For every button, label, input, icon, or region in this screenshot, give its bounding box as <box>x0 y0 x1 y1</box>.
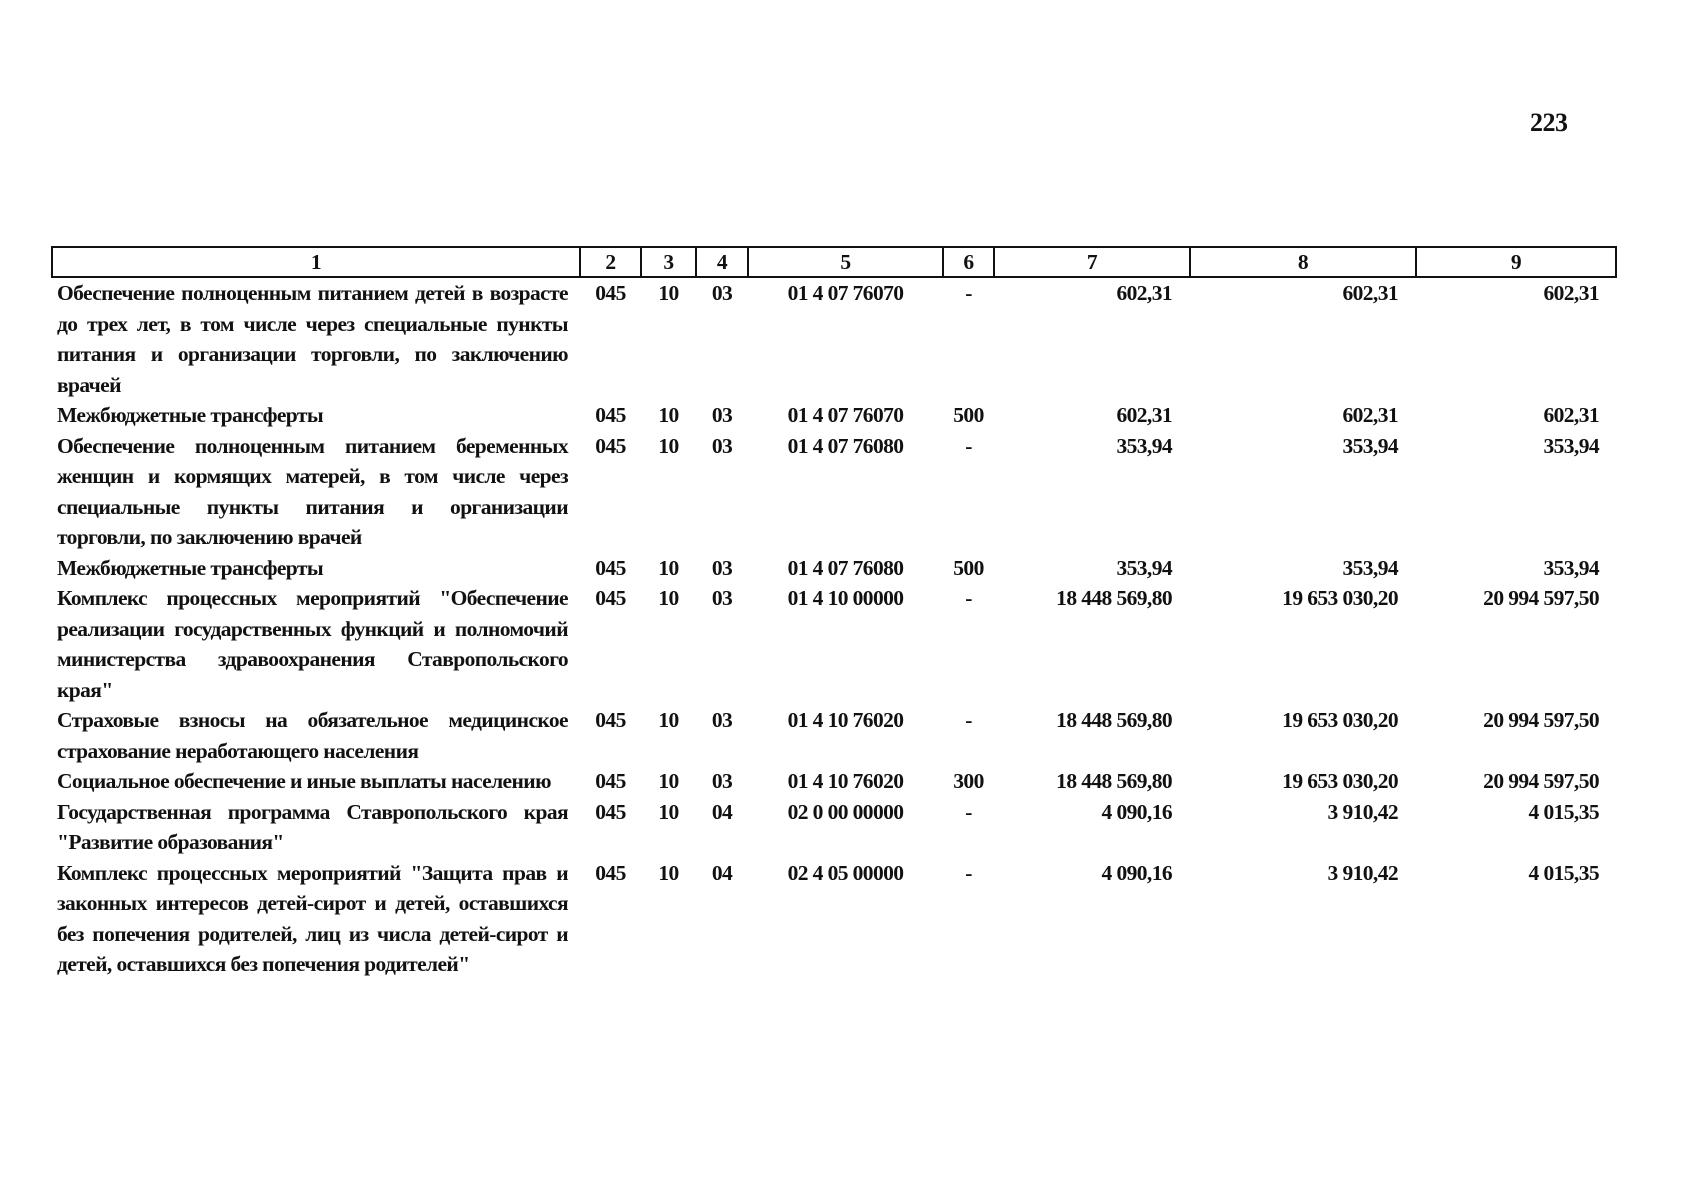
row-code-6: - <box>965 433 972 458</box>
row-code-6: - <box>965 586 972 610</box>
row-code-6: - <box>965 281 972 305</box>
budget-table <box>51 246 1617 980</box>
header-cell: 3 <box>641 247 696 277</box>
row-amount-8: 3 910,42 <box>1327 799 1398 824</box>
row-code-2: 045 <box>595 769 626 793</box>
row-code-2: 045 <box>595 403 626 427</box>
table-row <box>52 858 1616 980</box>
row-code-4: 03 <box>711 433 733 458</box>
row-name: Межбюджетные трансферты <box>57 403 324 427</box>
row-code-4: 04 <box>711 799 733 824</box>
row-code-3: 10 <box>658 769 679 793</box>
table-row <box>52 797 1616 858</box>
row-amount-8: 353,94 <box>1342 433 1398 458</box>
row-code-6: - <box>965 708 972 732</box>
row-amount-7: 4 090,16 <box>1101 799 1172 824</box>
row-name: Комплекс процессных мероприятий "Обеспечение реализации государственных функций и полномочий министерства здравоохранения Ставропольского края" <box>57 586 568 702</box>
row-name: Социальное обеспечение и иные выплаты населению <box>57 769 551 793</box>
table-header-row <box>52 247 1616 277</box>
row-amount-9: 20 994 597,50 <box>1483 708 1599 732</box>
row-amount-8: 353,94 <box>1342 555 1398 580</box>
row-code-2: 045 <box>595 433 626 458</box>
row-code-6: - <box>965 799 972 824</box>
row-code-5: 02 4 05 00000 <box>787 860 904 885</box>
table-row <box>52 277 1616 400</box>
row-code-4: 03 <box>711 769 733 793</box>
row-code-3: 10 <box>658 281 679 305</box>
row-amount-8: 602,31 <box>1342 281 1398 305</box>
header-cell: 8 <box>1190 247 1416 277</box>
row-name: Межбюджетные трансферты <box>57 555 324 580</box>
table-row <box>52 766 1616 797</box>
row-code-3: 10 <box>658 586 679 610</box>
row-code-2: 045 <box>595 799 626 824</box>
row-code-4: 03 <box>711 708 733 732</box>
row-amount-8: 19 653 030,20 <box>1282 708 1398 732</box>
row-amount-7: 18 448 569,80 <box>1056 586 1172 610</box>
row-amount-9: 602,31 <box>1543 403 1599 427</box>
row-amount-9: 4 015,35 <box>1528 860 1599 885</box>
row-code-2: 045 <box>595 555 626 580</box>
row-code-6: 500 <box>953 403 984 427</box>
row-name: Обеспечение полноценным питанием детей в возрасте до трех лет, в том числе через специальные пункты питания и организации торговли, по заключению врачей <box>57 281 568 397</box>
header-cell: 7 <box>994 247 1190 277</box>
row-amount-9: 353,94 <box>1543 555 1599 580</box>
table-row <box>52 400 1616 431</box>
header-cell: 6 <box>943 247 994 277</box>
row-amount-8: 602,31 <box>1342 403 1398 427</box>
row-code-5: 02 0 00 00000 <box>787 799 904 824</box>
header-cell: 1 <box>52 247 580 277</box>
row-name: Комплекс процессных мероприятий "Защита прав и законных интересов детей-сирот и детей, оставшихся без попечения родителей, лиц из числа детей-сирот и детей, оставшихся без попечения родителей" <box>57 860 568 976</box>
row-code-2: 045 <box>595 281 626 305</box>
header-cell: 9 <box>1416 247 1616 277</box>
row-code-4: 03 <box>711 586 733 610</box>
row-code-5: 01 4 07 76080 <box>787 555 904 580</box>
row-amount-7: 353,94 <box>1116 555 1172 580</box>
row-amount-9: 20 994 597,50 <box>1483 769 1599 793</box>
row-code-4: 04 <box>711 860 733 885</box>
table-row <box>52 431 1616 553</box>
row-amount-7: 18 448 569,80 <box>1056 769 1172 793</box>
table-row <box>52 553 1616 584</box>
page-number: 223 <box>1530 108 1568 137</box>
row-code-5: 01 4 07 76070 <box>787 281 904 305</box>
row-code-4: 03 <box>711 403 733 427</box>
row-code-3: 10 <box>658 403 679 427</box>
row-code-5: 01 4 07 76070 <box>787 403 904 427</box>
row-code-3: 10 <box>658 860 679 885</box>
row-amount-7: 602,31 <box>1116 281 1172 305</box>
row-amount-9: 602,31 <box>1543 281 1599 305</box>
row-name: Обеспечение полноценным питанием беременных женщин и кормящих матерей, в том числе через специальные пункты питания и организации торговли, по заключению врачей <box>57 433 568 549</box>
row-code-3: 10 <box>658 799 679 824</box>
row-code-5: 01 4 10 76020 <box>787 769 904 793</box>
row-code-6: 500 <box>953 555 984 580</box>
row-code-3: 10 <box>658 433 679 458</box>
row-code-4: 03 <box>711 555 733 580</box>
row-code-3: 10 <box>658 555 679 580</box>
header-cell: 2 <box>580 247 641 277</box>
row-code-4: 03 <box>711 281 733 305</box>
row-code-6: 300 <box>953 769 984 793</box>
row-amount-9: 20 994 597,50 <box>1483 586 1599 610</box>
row-amount-7: 353,94 <box>1116 433 1172 458</box>
row-amount-7: 602,31 <box>1116 403 1172 427</box>
row-name: Государственная программа Ставропольского края "Развитие образования" <box>57 799 568 854</box>
row-code-5: 01 4 07 76080 <box>787 433 904 458</box>
row-name: Страховые взносы на обязательное медицинское страхование неработающего населения <box>57 708 568 763</box>
table-row <box>52 583 1616 705</box>
header-cell: 5 <box>748 247 943 277</box>
table-row <box>52 705 1616 766</box>
row-amount-7: 4 090,16 <box>1101 860 1172 885</box>
row-amount-8: 19 653 030,20 <box>1282 769 1398 793</box>
row-amount-9: 4 015,35 <box>1528 799 1599 824</box>
row-amount-8: 19 653 030,20 <box>1282 586 1398 610</box>
row-amount-9: 353,94 <box>1543 433 1599 458</box>
row-amount-8: 3 910,42 <box>1327 860 1398 885</box>
row-code-2: 045 <box>595 860 626 885</box>
row-code-6: - <box>965 860 972 885</box>
row-code-5: 01 4 10 76020 <box>787 708 904 732</box>
row-code-2: 045 <box>595 586 626 610</box>
row-code-5: 01 4 10 00000 <box>787 586 904 610</box>
header-cell: 4 <box>696 247 748 277</box>
row-code-3: 10 <box>658 708 679 732</box>
row-amount-7: 18 448 569,80 <box>1056 708 1172 732</box>
row-code-2: 045 <box>595 708 626 732</box>
